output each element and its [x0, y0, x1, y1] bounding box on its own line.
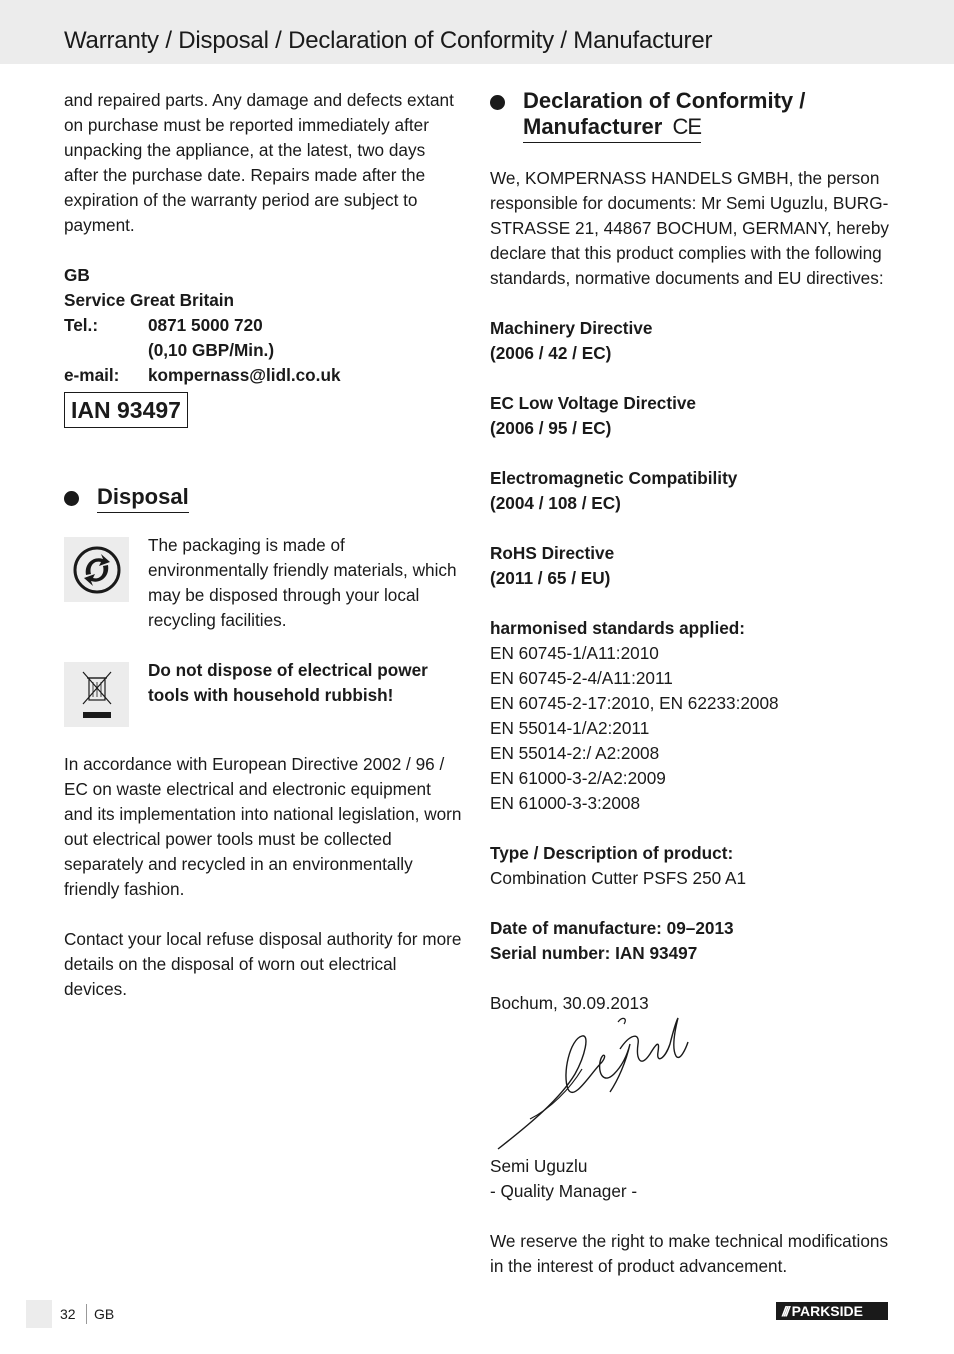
reserve-rights-text: We reserve the right to make technical modifications in the interest of product advancement.	[490, 1231, 889, 1276]
directive-machinery: Machinery Directive (2006 / 42 / EC)	[490, 318, 653, 363]
ce-mark-icon: CE	[672, 114, 702, 139]
list-item: EN 61000-3-2/A2:2009	[490, 768, 666, 788]
product-type-label: Type / Description of product:	[490, 843, 734, 863]
email-label: e-mail:	[64, 365, 120, 385]
place-date: Bochum, 30.09.2013	[490, 993, 649, 1013]
directive-low-voltage: EC Low Voltage Directive (2006 / 95 / EC)	[490, 393, 696, 438]
service-contact	[64, 263, 464, 388]
standards-heading: harmonised standards applied:	[490, 618, 746, 638]
weee-row	[64, 658, 464, 727]
page-number: 32	[60, 1306, 76, 1322]
disposal-heading	[64, 484, 464, 513]
standards-list	[490, 641, 890, 816]
disposal-contact-text: Contact your local refuse disposal authority for more details on the disposal of worn out electrical devices.	[64, 929, 462, 999]
parkside-logo	[776, 1302, 888, 1320]
product-type-value: Combination Cutter PSFS 250 A1	[490, 868, 747, 888]
conformity-intro-text: We, KOMPERNASS HANDELS GMBH, the person responsible for documents: Mr Semi Uguzlu, BURG-STRASSE 21, 44867 BOCHUM, GERMANY, hereby declare that this product complies with the following standards, normative documents and EU directives:	[490, 168, 889, 288]
packaging-text: The packaging is made of environmentally friendly materials, which may be disposed through your local recycling facilities.	[148, 535, 457, 630]
signature	[490, 1014, 700, 1154]
right-column	[490, 88, 890, 1279]
left-column	[64, 88, 464, 1002]
signer-name: Semi Uguzlu	[490, 1156, 588, 1176]
recycling-icon	[64, 537, 129, 602]
weee-warning-text: Do not dispose of electrical power tools with household rubbish!	[148, 660, 428, 705]
footer-divider	[86, 1304, 87, 1324]
list-item: EN 61000-3-3:2008	[490, 793, 641, 813]
list-item: EN 60745-2-4/A11:2011	[490, 668, 673, 688]
ian-number-box: IAN 93497	[64, 392, 188, 428]
logo-stripes-icon: ///	[782, 1303, 788, 1319]
service-name: Service Great Britain	[64, 290, 235, 310]
page-header	[0, 0, 954, 64]
disposal-heading-text: Disposal	[97, 484, 189, 513]
brand-name: PARKSIDE	[791, 1303, 863, 1319]
packaging-row	[64, 533, 464, 633]
service-country: GB	[64, 265, 90, 285]
conformity-heading-line1: Declaration of Conformity /	[523, 88, 806, 113]
footer-marker	[26, 1300, 52, 1328]
weee-directive-text: In accordance with European Directive 2002 / 96 / EC on waste electrical and electronic equipment and its implementation into national legislation, worn out electrical power tools must be collected separately and recycled in an environmentally friendly fashion.	[64, 754, 462, 899]
tel-rate: (0,10 GBP/Min.)	[148, 340, 275, 360]
tel-label: Tel.:	[64, 315, 99, 335]
directive-rohs: RoHS Directive (2011 / 65 / EU)	[490, 543, 615, 588]
list-item: EN 55014-2:/ A2:2008	[490, 743, 660, 763]
signer-title: - Quality Manager -	[490, 1181, 638, 1201]
serial-number: Serial number: IAN 93497	[490, 943, 698, 963]
bullet-icon	[64, 491, 79, 506]
date-of-manufacture: Date of manufacture: 09–2013	[490, 918, 734, 938]
email-address: kompernass@lidl.co.uk	[148, 365, 341, 385]
footer-language: GB	[94, 1306, 115, 1322]
bullet-icon	[490, 95, 505, 110]
list-item: EN 60745-2-17:2010, EN 62233:2008	[490, 693, 779, 713]
directive-emc: Electromagnetic Compatibility (2004 / 108 / EC)	[490, 468, 738, 513]
list-item: EN 55014-1/A2:2011	[490, 718, 650, 738]
conformity-heading-line2: Manufacturer	[523, 114, 663, 139]
page-title: Warranty / Disposal / Declaration of Conformity / Manufacturer	[64, 27, 713, 54]
conformity-heading	[490, 88, 890, 143]
warranty-intro-text: and repaired parts. Any damage and defects extant on purchase must be reported immediately after unpacking the appliance, at the latest, two days after the purchase date. Repairs made after the expiration of the warranty period are subject to payment.	[64, 90, 454, 235]
list-item: EN 60745-1/A11:2010	[490, 643, 659, 663]
tel-number: 0871 5000 720	[148, 315, 263, 335]
crossed-bin-icon	[64, 662, 129, 727]
